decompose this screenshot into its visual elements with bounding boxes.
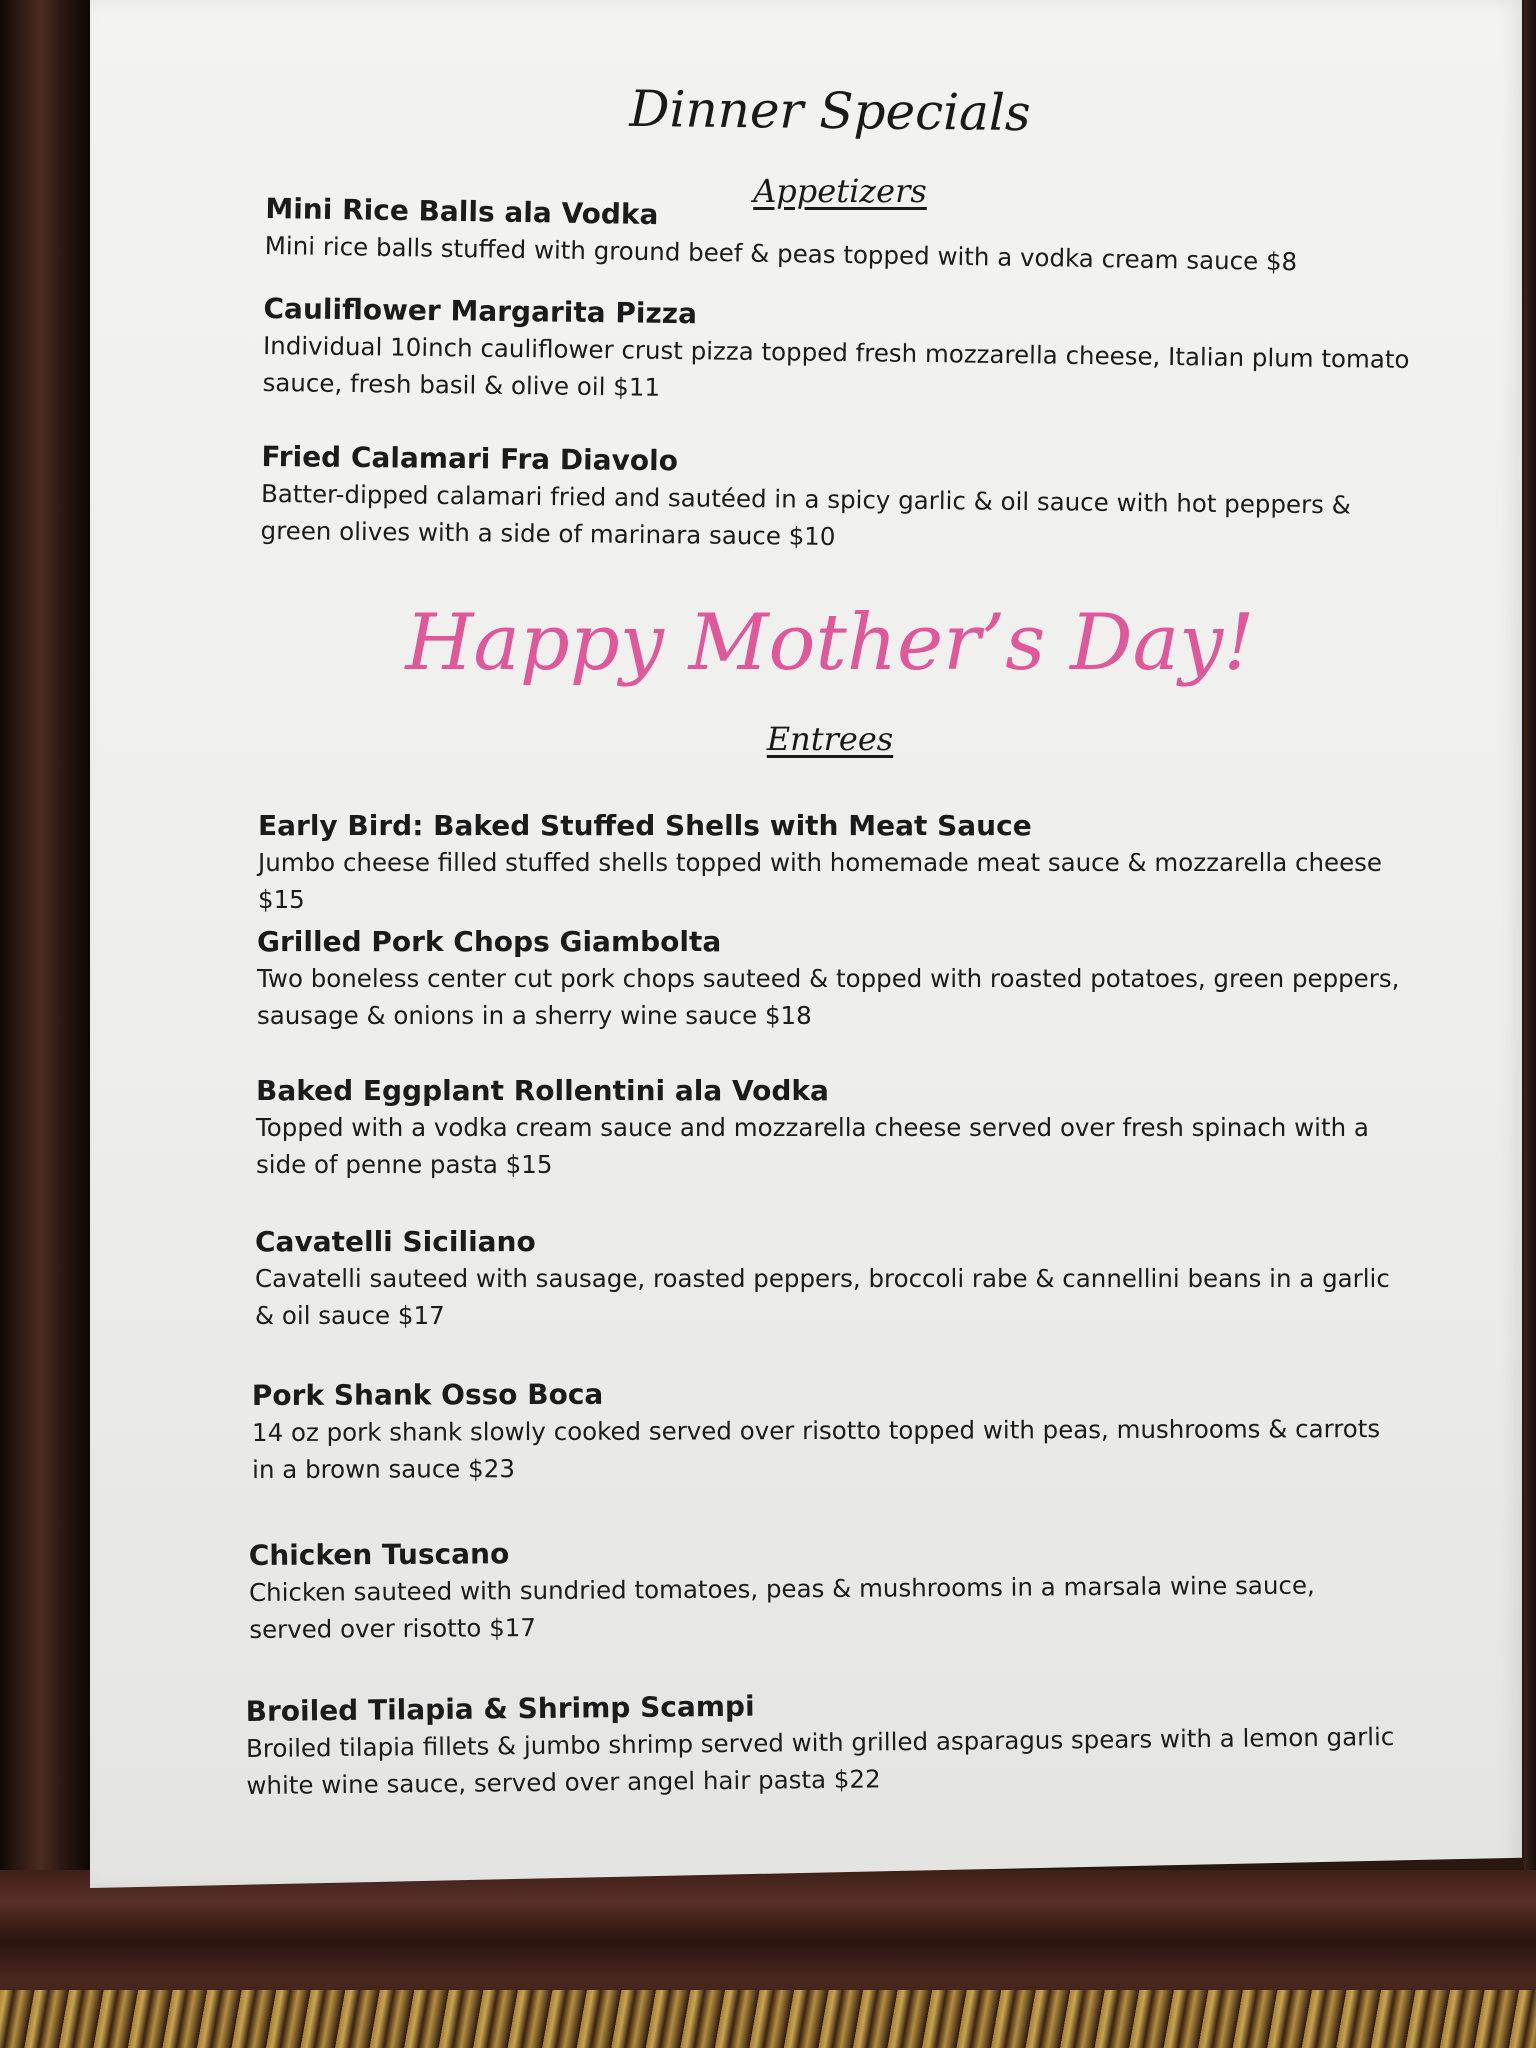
menu-frame-right [1524,0,1536,1880]
menu-item-name: Broiled Tilapia & Shrimp Scampi [245,1689,755,1729]
menu-item [262,291,1413,415]
menu-item-name: Grilled Pork Chops Giambolta [257,925,722,958]
menu-item-name: Baked Eggplant Rollentini ala Vodka [256,1074,829,1107]
menu-item [252,1374,1402,1488]
menu-item-description: Cavatelli sauteed with sausage, roasted peppers, broccoli rabe & cannellini beans in a garlic & oil sauce $17 [255,1264,1390,1330]
menu-item-description: Mini rice balls stuffed with ground beef & peas topped with a vodka cream sauce $8 [264,230,1298,277]
menu-title: Dinner Specials [629,79,1031,143]
menu-item-description: Two boneless center cut pork chops sauteed & topped with roasted potatoes, green peppers, sausage & onions in a sherry wine sauce $18 [257,964,1400,1030]
menu-item-name: Early Bird: Baked Stuffed Shells with Meat Sauce [258,809,1032,842]
menu-item [257,924,1407,1034]
menu-item-name: Chicken Tuscano [248,1537,510,1573]
menu-item [249,1530,1400,1648]
menu-item-name: Pork Shank Osso Boca [251,1377,604,1413]
menu-item-description: Chicken sauteed with sundried tomatoes, peas & mushrooms in a marsala wine sauce, served over risotto $17 [248,1570,1315,1645]
menu-item-description: Individual 10inch cauliflower crust pizza topped fresh mozzarella cheese, Italian plum tomato sauce, fresh basil & olive oil $11 [262,330,1410,402]
menu-item [245,1682,1396,1804]
menu-item-name: Cauliflower Margarita Pizza [263,291,698,331]
menu-item [256,1073,1406,1183]
menu-frame-left [0,0,90,2048]
menu-item [255,1224,1405,1334]
menu-item [260,439,1411,561]
menu-item-name: Cavatelli Siciliano [255,1225,536,1258]
menu-item-description: Broiled tilapia fillets & jumbo shrimp served with grilled asparagus spears with a lemon garlic white wine sauce, served over angel hair pasta $22 [245,1721,1395,1801]
menu-item-description: Batter-dipped calamari fried and sautéed in a spicy garlic & oil sauce with hot peppers & green olives with a side of marinara sauce $10 [260,478,1351,551]
menu-item-description: 14 oz pork shank slowly cooked served over risotto topped with peas, mushrooms & carrots in a brown sauce $23 [251,1414,1381,1485]
menu-item-description: Topped with a vodka cream sauce and mozzarella cheese served over fresh spinach with a side of penne pasta $15 [256,1113,1369,1179]
menu-item-description: Jumbo cheese filled stuffed shells topped with homemade meat sauce & mozzarella cheese $15 [258,848,1382,914]
appetizers-heading: Appetizers [753,172,927,210]
mothers-day-greeting: Happy Mother’s Day! [405,598,1255,688]
entrees-heading: Entrees [766,720,894,758]
menu-item-name: Mini Rice Balls ala Vodka [265,191,659,232]
gold-ornament-border [0,1990,1536,2048]
menu-item-name: Fried Calamari Fra Diavolo [261,439,679,478]
menu-item [258,808,1408,918]
